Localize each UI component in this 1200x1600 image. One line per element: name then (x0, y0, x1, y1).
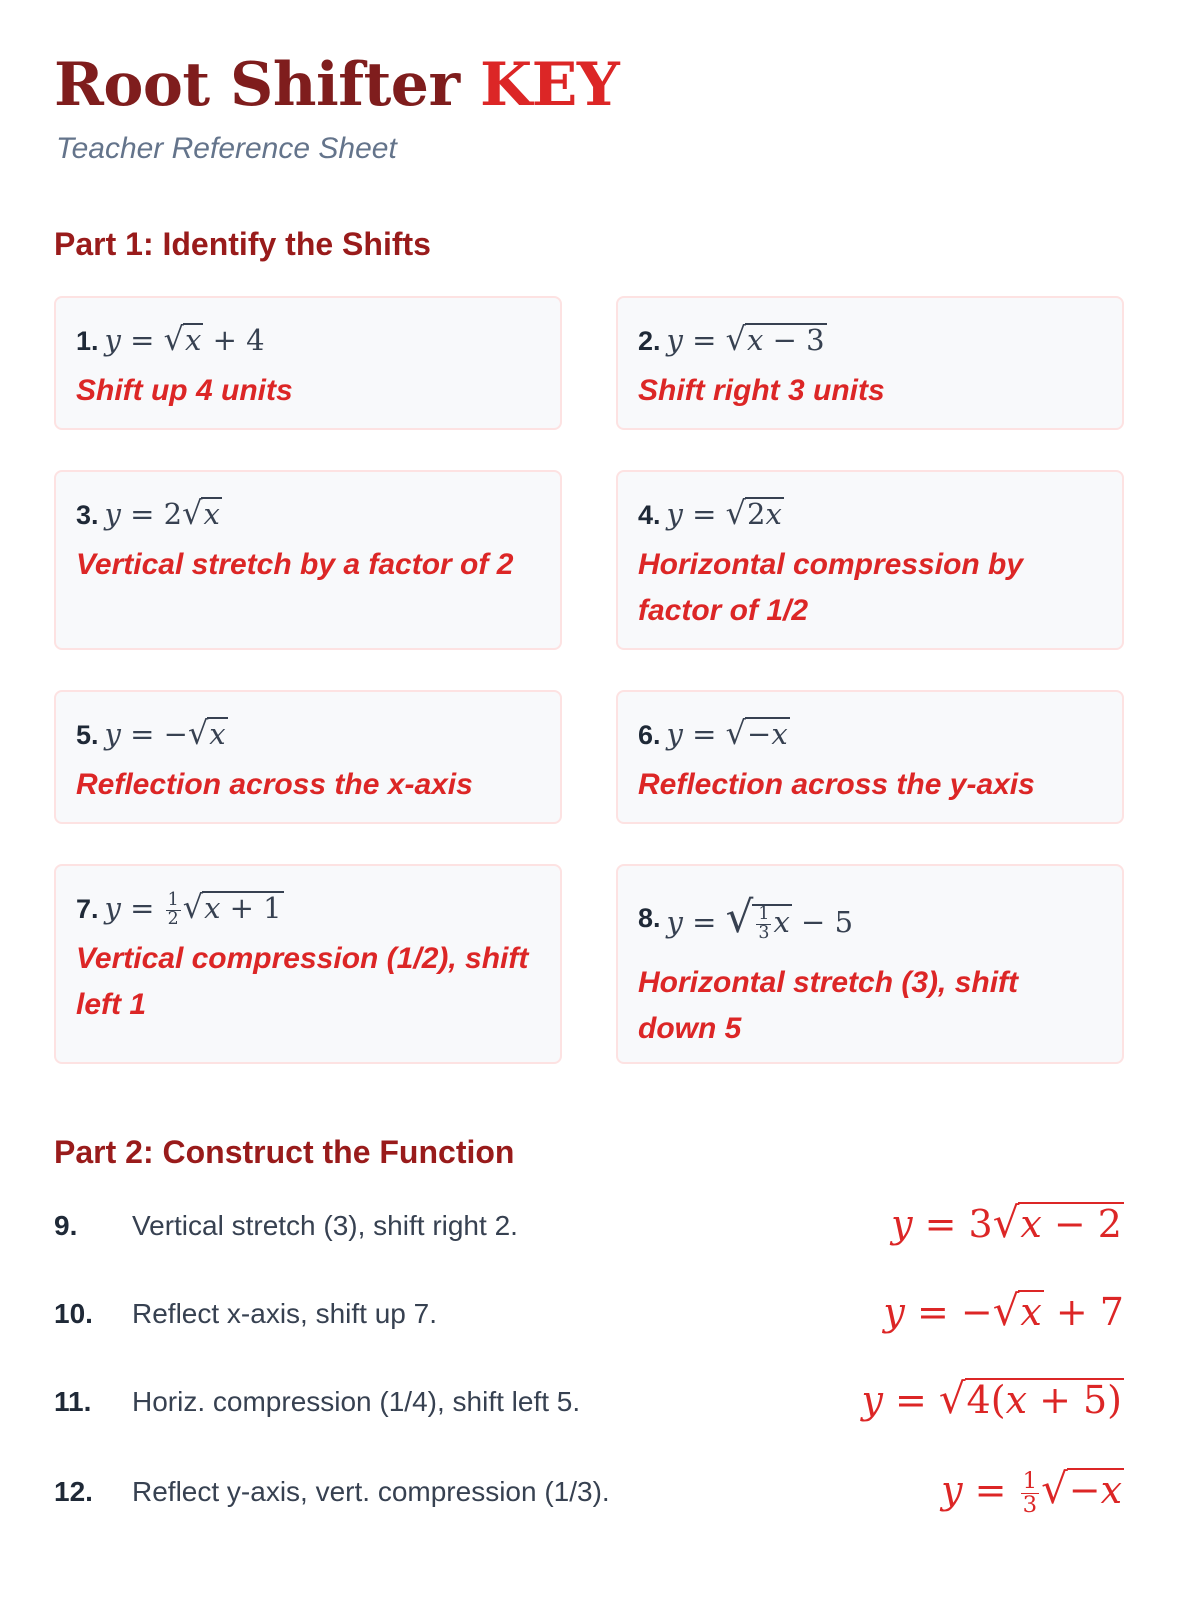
equation-2: y = √x − 3 (666, 320, 825, 358)
row-prompt: Reflect x-axis, shift up 7. (132, 1298, 438, 1329)
part2-heading: Part 2: Construct the Function (54, 1134, 515, 1170)
row-number: 9. (54, 1210, 78, 1241)
question-number: 8. (638, 902, 661, 933)
question-card-6 (616, 690, 1124, 824)
question-number: 1. (76, 326, 99, 356)
question-card-1 (54, 296, 562, 430)
question-card-8 (616, 864, 1124, 1064)
answer-6: Reflection across the y-axis (638, 768, 1035, 801)
question-7 (76, 888, 540, 929)
row-answer-10: y = −√x + 7 (883, 1286, 1124, 1335)
question-5 (76, 714, 540, 750)
equation-3: y = 2√x (104, 494, 220, 532)
row-prompt: Horiz. compression (1/4), shift left 5. (132, 1386, 581, 1417)
page-title (54, 50, 619, 120)
answer-2: Shift right 3 units (638, 374, 885, 407)
part1-heading: Part 1: Identify the Shifts (54, 226, 431, 262)
question-card-7 (54, 864, 562, 1064)
answer-8: Horizontal stretch (3), shift down 5 (638, 966, 1019, 1045)
equation-6: y = √−x (666, 714, 788, 752)
question-card-2 (616, 296, 1124, 430)
question-number: 2. (638, 326, 661, 356)
row-prompt: Reflect y-axis, vert. compression (1/3). (132, 1476, 610, 1507)
question-number: 4. (638, 500, 661, 530)
question-card-4 (616, 470, 1124, 650)
construct-row-11 (54, 1374, 1124, 1434)
question-number: 3. (76, 500, 99, 530)
question-1 (76, 320, 540, 356)
question-card-5 (54, 690, 562, 824)
title-key: KEY (479, 50, 620, 120)
question-8 (638, 888, 1102, 948)
equation-5: y = −√x (104, 714, 226, 752)
question-number: 6. (638, 720, 661, 750)
answer-5: Reflection across the x-axis (76, 768, 473, 801)
title-main: Root Shifter (54, 50, 460, 120)
row-answer-12: y = $\frac{1}{3}$ √−x (941, 1464, 1122, 1518)
row-number: 10. (54, 1298, 93, 1329)
construct-row-12 (54, 1464, 1124, 1524)
equation-4: y = √2x (666, 494, 782, 532)
answer-4: Horizontal compression by factor of 1/2 (638, 548, 1024, 627)
question-2 (638, 320, 1102, 356)
row-number: 12. (54, 1476, 93, 1507)
question-card-3 (54, 470, 562, 650)
equation-7: y = $\frac{1}{2}$ √x + 1 (104, 888, 282, 929)
row-prompt: Vertical stretch (3), shift right 2. (132, 1210, 518, 1241)
question-number: 7. (76, 894, 99, 924)
equation-8: y = √ $\frac{1}{3}$ x − 5 (666, 893, 854, 943)
row-answer-11: y = √4(x + 5) (861, 1374, 1122, 1423)
equation-1: y = √x + 4 (104, 320, 265, 358)
row-answer-9: y = 3√x − 2 (891, 1198, 1122, 1247)
construct-row-10 (54, 1286, 1124, 1346)
answer-1: Shift up 4 units (76, 374, 293, 407)
answer-7: Vertical compression (1/2), shift left 1 (76, 942, 529, 1021)
question-number: 5. (76, 720, 99, 750)
row-number: 11. (54, 1386, 92, 1417)
answer-3: Vertical stretch by a factor of 2 (76, 548, 514, 581)
question-6 (638, 714, 1102, 750)
question-4 (638, 494, 1102, 530)
question-3 (76, 494, 540, 530)
page-subtitle: Teacher Reference Sheet (56, 132, 397, 165)
construct-row-9 (54, 1198, 1124, 1258)
